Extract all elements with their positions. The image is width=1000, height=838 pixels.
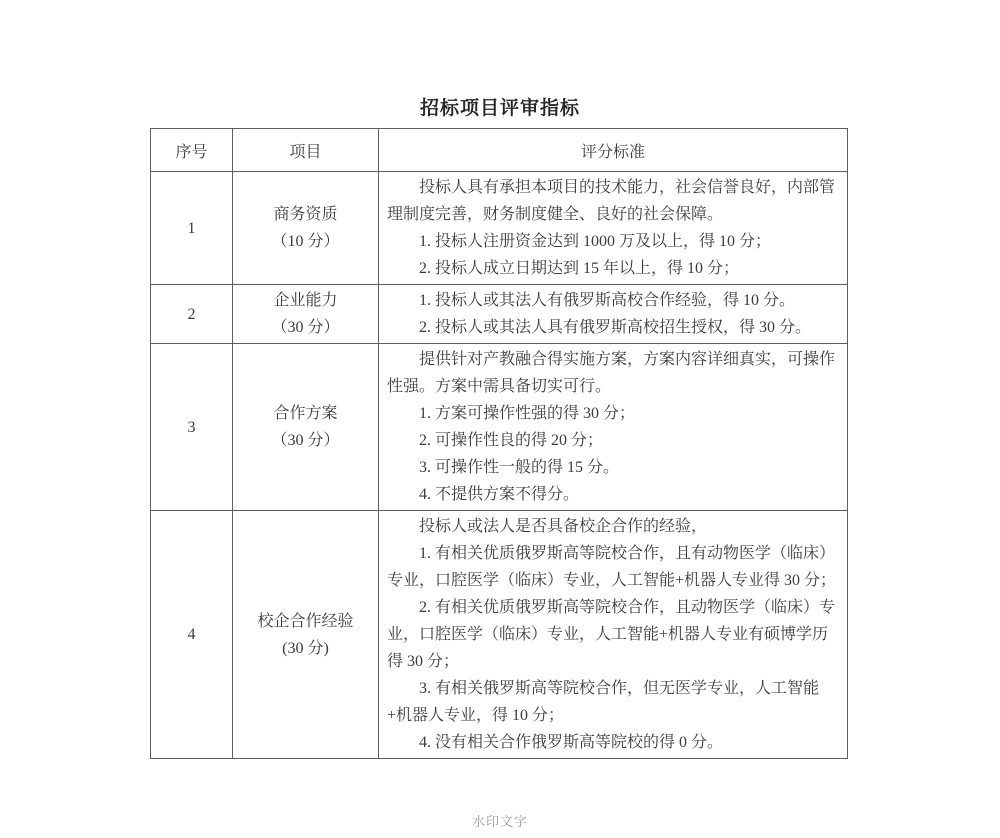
criteria-paragraph: 2. 有相关优质俄罗斯高等院校合作，且动物医学（临床）专业，口腔医学（临床）专业，人工智能+机器人专业有硕博学历得 30 分； [387,599,836,670]
row-criteria [379,172,848,285]
row-item [233,172,379,285]
header-row [151,129,848,172]
criteria-paragraph: 2. 投标人成立日期达到 15 年以上，得 10 分； [419,260,740,277]
row-item [233,511,379,759]
item-line: 企业能力 [273,292,338,309]
criteria-paragraph: 4. 没有相关合作俄罗斯高等院校的得 0 分。 [419,734,724,751]
table-row [151,285,848,344]
table-row [151,344,848,511]
item-line: 商务资质 [273,206,338,223]
criteria-paragraph: 1. 投标人或其法人有俄罗斯高校合作经验，得 10 分。 [419,292,796,309]
row-criteria [379,511,848,759]
criteria-paragraph: 提供针对产教融合得实施方案，方案内容详细真实，可操作性强。方案中需具备切实可行。 [387,351,836,395]
criteria-paragraph: 2. 可操作性良的得 20 分； [419,432,604,449]
item-line: （10 分） [271,233,340,250]
document-title: 招标项目评审指标 [419,98,580,119]
item-line: (30 分) [282,639,329,657]
item-line: 校企合作经验 [257,612,354,630]
row-item [233,344,379,511]
table-body [151,172,848,759]
item-line: （30 分） [271,319,340,336]
row-number: 4 [151,511,233,759]
row-number: 3 [151,344,233,511]
watermark-text: 水印文字 [471,814,528,829]
criteria-paragraph: 1. 投标人注册资金达到 1000 万及以上，得 10 分； [419,233,772,250]
evaluation-table [150,128,848,759]
col-header-criteria: 评分标准 [379,129,848,172]
item-line: 合作方案 [273,405,338,422]
row-criteria [379,344,848,511]
row-number: 2 [151,285,233,344]
criteria-paragraph: 2. 投标人或其法人具有俄罗斯高校招生授权，得 30 分。 [419,319,812,336]
criteria-paragraph: 投标人具有承担本项目的技术能力，社会信誉良好，内部管理制度完善，财务制度健全、良好的社会保障。 [387,179,836,223]
criteria-paragraph: 4. 不提供方案不得分。 [419,486,580,503]
row-number: 1 [151,172,233,285]
criteria-paragraph: 3. 有相关俄罗斯高等院校合作，但无医学专业，人工智能+机器人专业，得 10 分； [387,680,820,724]
criteria-paragraph: 投标人或法人是否具备校企合作的经验， [419,518,708,535]
table-row [151,511,848,759]
col-header-item: 项目 [233,129,379,172]
criteria-paragraph: 1. 有相关优质俄罗斯高等院校合作，且有动物医学（临床）专业，口腔医学（临床）专业，人工智能+机器人专业得 30 分； [387,545,837,589]
criteria-paragraph: 1. 方案可操作性强的得 30 分； [419,405,636,422]
row-criteria [379,285,848,344]
item-line: （30 分） [271,432,340,449]
col-header-no: 序号 [151,129,233,172]
criteria-paragraph: 3. 可操作性一般的得 15 分。 [419,459,620,476]
table-row [151,172,848,285]
row-item [233,285,379,344]
